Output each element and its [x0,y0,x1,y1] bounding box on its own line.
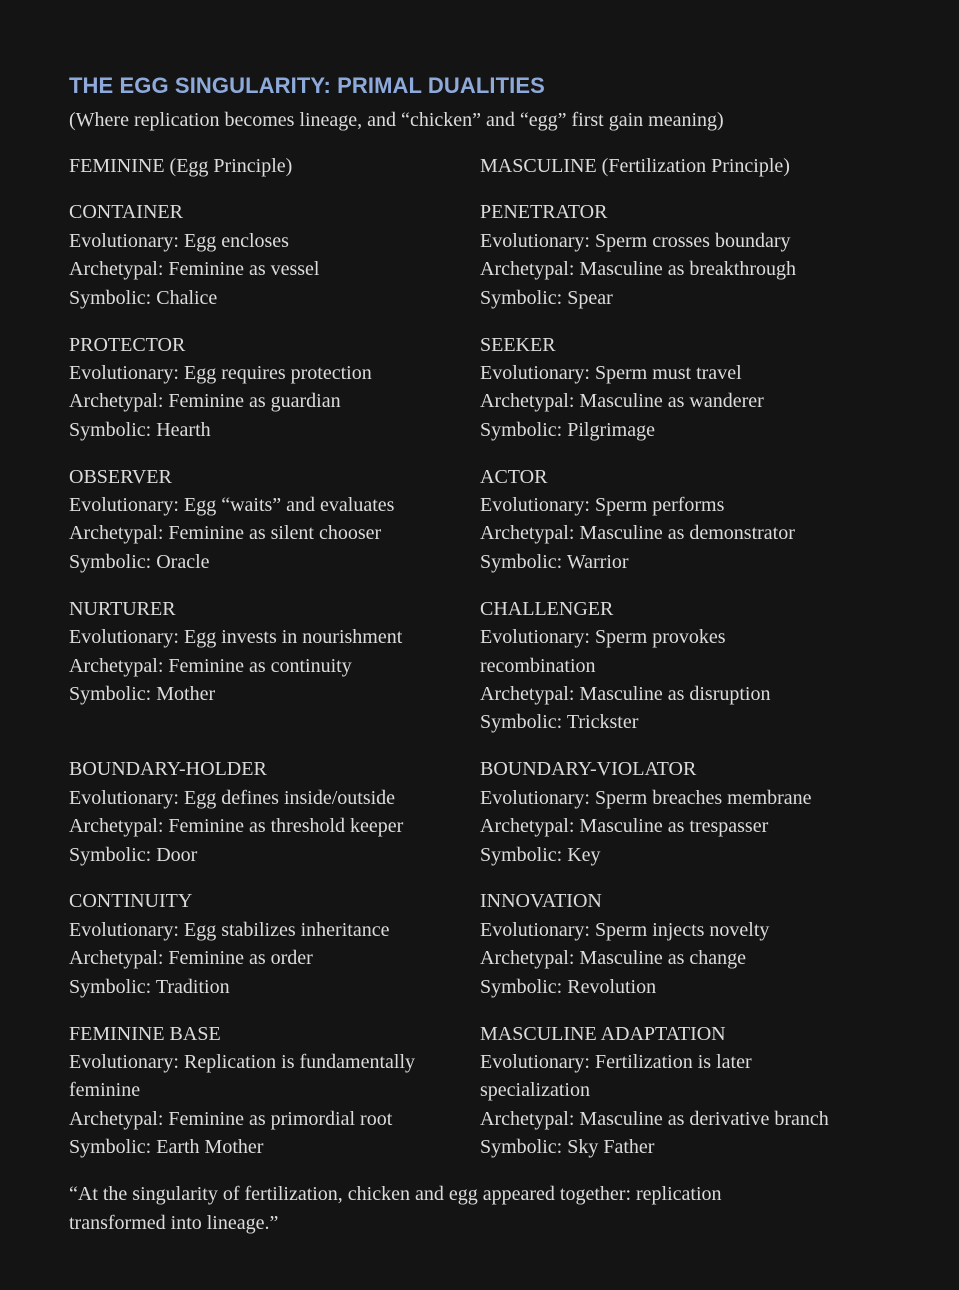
masculine-entry [480,887,889,1001]
entry-symbolic: Symbolic: Revolution [480,975,657,998]
entry-archetypal: Archetypal: Feminine as continuity [69,654,352,677]
entry-evolutionary: Evolutionary: Sperm breaches membrane [480,786,812,809]
entry-name: CHALLENGER [480,597,614,620]
entry-archetypal: Archetypal: Masculine as change [480,947,747,970]
entry-evolutionary: Evolutionary: Sperm injects novelty [480,918,770,941]
column-headers [69,152,889,198]
entry-name: PENETRATOR [480,201,608,224]
duality-row [69,198,889,312]
entry-archetypal: Archetypal: Feminine as vessel [69,258,320,281]
feminine-entry [69,595,480,737]
entry-archetypal: Archetypal: Masculine as derivative branch [480,1107,829,1130]
entry-symbolic: Symbolic: Sky Father [480,1136,655,1159]
entry-archetypal: Archetypal: Feminine as order [69,947,313,970]
entry-symbolic: Symbolic: Tradition [69,975,230,998]
masculine-entry [480,463,889,577]
entry-evolutionary: Evolutionary: Replication is fundamentally feminine [69,1050,416,1102]
entry-name: MASCULINE ADAPTATION [480,1022,726,1045]
entry-name: FEMININE BASE [69,1022,221,1045]
entry-symbolic: Symbolic: Mother [69,683,216,705]
entry-symbolic: Symbolic: Earth Mother [69,1136,264,1159]
entry-archetypal: Archetypal: Masculine as trespasser [480,815,769,838]
entry-name: CONTINUITY [69,890,193,913]
entry-name: ACTOR [480,465,548,488]
page-title: THE EGG SINGULARITY: PRIMAL DUALITIES [69,73,545,98]
entry-symbolic: Symbolic: Door [69,843,198,866]
entry-symbolic: Symbolic: Pilgrimage [480,418,655,441]
duality-row [69,887,889,1001]
feminine-entry [69,755,480,869]
entry-archetypal: Archetypal: Masculine as wanderer [480,390,764,413]
entry-symbolic: Symbolic: Oracle [69,550,210,573]
feminine-entry [69,198,480,312]
feminine-entry [69,463,480,577]
entry-name: CONTAINER [69,201,183,224]
masculine-entry [480,1020,889,1162]
entry-name: INNOVATION [480,890,602,913]
duality-row [69,595,889,737]
entry-name: PROTECTOR [69,333,186,356]
document-page [69,71,889,1237]
entry-evolutionary: Evolutionary: Sperm crosses boundary [480,229,791,252]
masculine-entry [480,755,889,869]
feminine-entry [69,887,480,1001]
entry-symbolic: Symbolic: Warrior [480,550,629,573]
entry-evolutionary: Evolutionary: Egg encloses [69,229,289,252]
entry-name: BOUNDARY-HOLDER [69,758,267,781]
entry-archetypal: Archetypal: Masculine as breakthrough [480,258,797,281]
entry-symbolic: Symbolic: Chalice [69,286,218,309]
masculine-entry [480,331,889,445]
duality-row [69,755,889,869]
entry-evolutionary: Evolutionary: Egg invests in nourishment [69,626,403,649]
entry-archetypal: Archetypal: Masculine as disruption [480,683,771,705]
entry-symbolic: Symbolic: Trickster [480,711,639,734]
duality-row [69,463,889,577]
entry-name: BOUNDARY-VIOLATOR [480,758,697,781]
entry-evolutionary: Evolutionary: Egg “waits” and evaluates [69,494,395,517]
entry-archetypal: Archetypal: Feminine as silent chooser [69,522,382,545]
entry-name: OBSERVER [69,465,172,488]
entry-evolutionary: Evolutionary: Fertilization is later specialization [480,1050,752,1102]
entry-symbolic: Symbolic: Spear [480,286,613,309]
entry-symbolic: Symbolic: Key [480,843,601,866]
masculine-column-header: MASCULINE (Fertilization Principle) [480,155,790,177]
feminine-entry [69,331,480,445]
entry-archetypal: Archetypal: Masculine as demonstrator [480,522,795,545]
entry-symbolic: Symbolic: Hearth [69,418,211,441]
masculine-entry [480,595,889,737]
duality-row [69,1020,889,1162]
entry-evolutionary: Evolutionary: Sperm must travel [480,361,742,384]
entry-evolutionary: Evolutionary: Egg defines inside/outside [69,786,396,809]
entry-name: NURTURER [69,597,176,620]
feminine-column-header: FEMININE (Egg Principle) [69,155,293,177]
closing-quote: “At the singularity of fertilization, chicken and egg appeared together: replication transformed into lineage.” [69,1183,722,1234]
entry-archetypal: Archetypal: Feminine as guardian [69,390,341,413]
entry-archetypal: Archetypal: Feminine as threshold keeper [69,815,404,838]
entry-evolutionary: Evolutionary: Sperm performs [480,494,725,517]
masculine-entry [480,198,889,312]
entry-archetypal: Archetypal: Feminine as primordial root [69,1107,393,1130]
entry-evolutionary: Evolutionary: Sperm provokes recombination [480,626,726,677]
entry-evolutionary: Evolutionary: Egg stabilizes inheritance [69,918,390,941]
duality-row [69,331,889,445]
entry-name: SEEKER [480,333,556,356]
feminine-entry [69,1020,480,1162]
entry-evolutionary: Evolutionary: Egg requires protection [69,361,372,384]
page-subtitle: (Where replication becomes lineage, and “chicken” and “egg” first gain meaning) [69,109,724,131]
